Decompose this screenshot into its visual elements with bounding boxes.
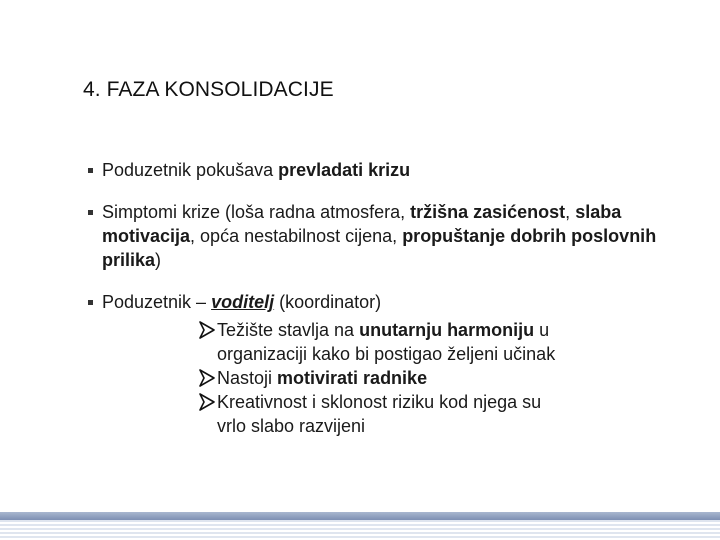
bullet-emphasis: prevladati krizu xyxy=(278,160,411,180)
bullet-text: Poduzetnik – xyxy=(102,292,212,312)
bullet-emphasis: slaba motivacija xyxy=(102,202,622,246)
arrow-bullet-icon xyxy=(199,369,215,387)
sub-bullet-item xyxy=(199,390,569,438)
bullet-text: (koordinator) xyxy=(274,292,382,312)
square-bullet-icon xyxy=(88,300,93,305)
footer-accent-bar xyxy=(0,512,720,520)
bullet-item xyxy=(90,290,690,438)
footer-stripes xyxy=(0,520,720,540)
arrow-bullet-icon xyxy=(199,321,215,339)
slide-title: 4. FAZA KONSOLIDACIJE xyxy=(83,78,334,101)
sub-bullet-emphasis: motivirati radnike xyxy=(277,368,428,388)
sub-bullet-emphasis: unutarnju harmoniju xyxy=(359,320,535,340)
bullet-list xyxy=(90,158,690,456)
sub-bullet-text: u organizaciji kako bi postigao željeni učinak xyxy=(217,320,556,364)
bullet-item xyxy=(90,158,690,182)
bullet-item xyxy=(90,200,690,272)
sub-bullet-list xyxy=(199,318,569,438)
sub-bullet-text: Težište stavlja na xyxy=(217,320,360,340)
bullet-emphasis: propuštanje dobrih poslovnih prilika xyxy=(102,226,657,270)
bullet-emphasis: voditelj xyxy=(211,292,275,312)
bullet-text: Poduzetnik pokušava xyxy=(102,160,279,180)
sub-bullet-item xyxy=(199,366,569,390)
bullet-emphasis: tržišna zasićenost xyxy=(410,202,566,222)
bullet-text: , xyxy=(565,202,576,222)
arrow-bullet-icon xyxy=(199,393,215,411)
sub-bullet-text: Kreativnost i sklonost riziku kod njega su vrlo slabo razvijeni xyxy=(217,392,542,436)
sub-bullet-item xyxy=(199,318,569,366)
square-bullet-icon xyxy=(88,210,93,215)
square-bullet-icon xyxy=(88,168,93,173)
bullet-text: , opća nestabilnost cijena, xyxy=(190,226,403,246)
bullet-text: Simptomi krize (loša radna atmosfera, xyxy=(102,202,411,222)
bullet-text: ) xyxy=(155,250,162,270)
sub-bullet-text: Nastoji xyxy=(217,368,278,388)
